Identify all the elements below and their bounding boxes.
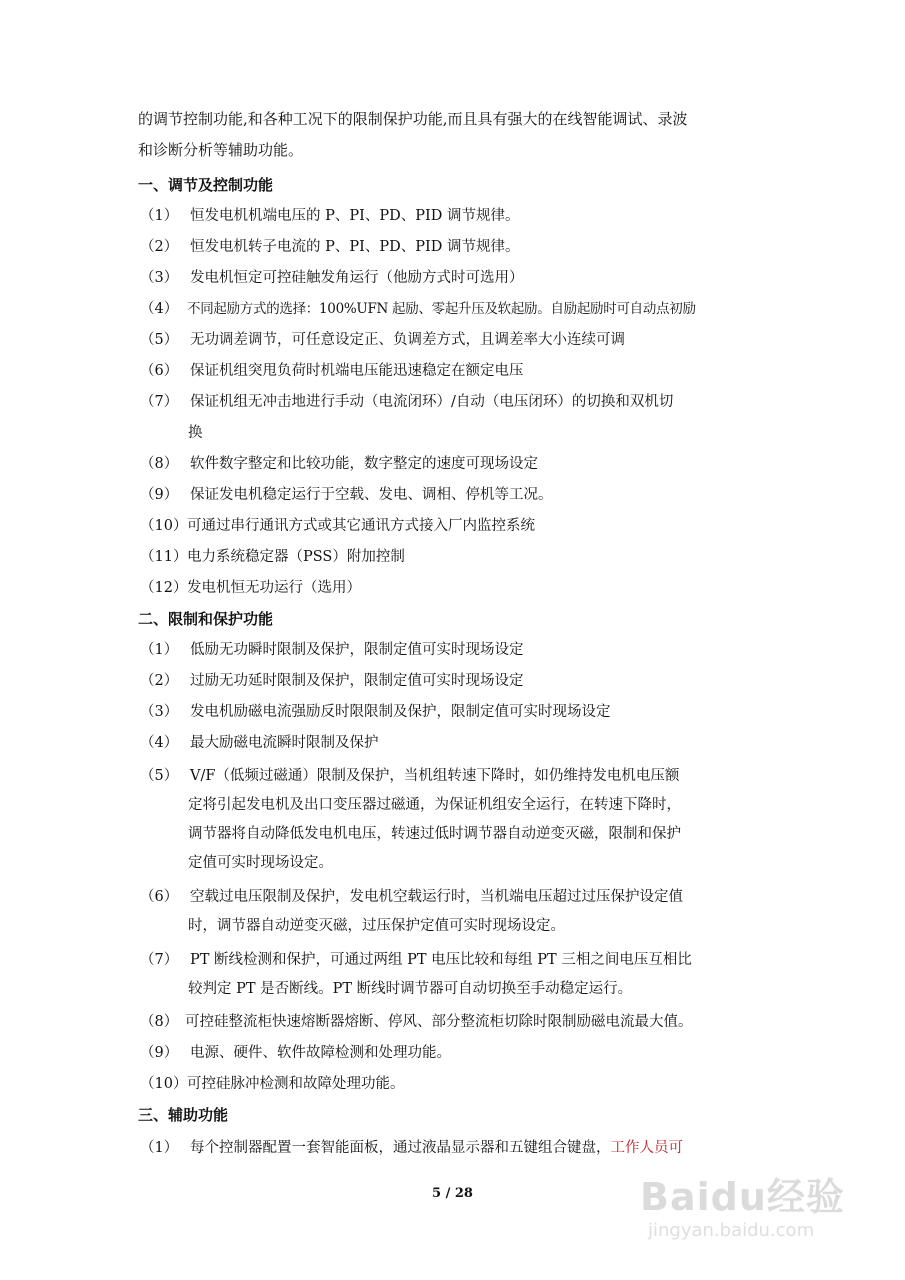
item-number: （11） (140, 549, 188, 565)
intro-paragraph (138, 104, 778, 166)
item-number: （6） (140, 363, 179, 379)
item-text: 保证机组突甩负荷时机端电压能迅速稳定在额定电压 (190, 363, 524, 379)
item-number: （10） (140, 518, 188, 534)
item-text: 发电机恒定可控硅触发角运行（他励方式时可选用） (190, 270, 524, 286)
section-heading-control: 一、调节及控制功能 (138, 176, 274, 194)
item-text-main: 每个控制器配置一套智能面板，通过液晶显示器和五键组合键盘， (190, 1140, 611, 1156)
item-number: （2） (140, 239, 179, 255)
item-text: 低励无功瞬时限制及保护，限制定值可实时现场设定 (190, 642, 524, 658)
item-continuation: 较判定 PT 是否断线。PT 断线时调节器可自动切换至手动稳定运行。 (188, 981, 633, 997)
item-text: 最大励磁电流瞬时限制及保护 (190, 735, 379, 751)
item-text: 过励无功延时限制及保护，限制定值可实时现场设定 (190, 673, 524, 689)
section-heading-protection: 二、限制和保护功能 (138, 610, 274, 628)
item-text: 电源、硬件、软件故障检测和处理功能。 (190, 1045, 451, 1061)
item-number: （9） (140, 487, 179, 503)
item-number: （5） (140, 332, 179, 348)
item-text: PT 断线检测和保护，可通过两组 PT 电压比较和每组 PT 三相之间电压互相比 (190, 952, 692, 968)
item-number: （3） (140, 270, 179, 286)
item-text: 保证机组无冲击地进行手动（电流闭环）/自动（电压闭环）的切换和双机切 (190, 394, 674, 410)
baidu-watermark (640, 1166, 870, 1266)
item-number: （4） (140, 735, 179, 751)
item-number: （5） (140, 768, 179, 784)
item-text: 发电机励磁电流强励反时限限制及保护，限制定值可实时现场设定 (190, 704, 611, 720)
item-text (190, 1137, 795, 1159)
item-number: （4） (140, 301, 179, 317)
item-number: （9） (140, 1045, 179, 1061)
item-number: （1） (140, 1140, 179, 1156)
watermark-url: jingyan.baidu.com (648, 1220, 815, 1241)
item-number: （8） (140, 1014, 179, 1030)
intro-line-1: 的调节控制功能,和各种工况下的限制保护功能,而且具有强大的在线智能调试、录波 (138, 110, 688, 128)
item-number: （1） (140, 208, 179, 224)
item-number: （6） (140, 889, 179, 905)
item-text: 恒发电机转子电流的 P、PI、PD、PID 调节规律。 (190, 239, 520, 255)
item-number: （12） (140, 580, 188, 596)
item-text: 可通过串行通讯方式或其它通讯方式接入厂内监控系统 (187, 518, 535, 534)
item-text: 电力系统稳定器（PSS）附加控制 (187, 549, 405, 565)
item-text: 发电机恒无功运行（选用） (187, 580, 361, 596)
item-number: （7） (140, 394, 179, 410)
item-continuation: 定将引起发电机及出口变压器过磁通，为保证机组安全运行，在转速下降时， (188, 797, 681, 813)
item-number: （7） (140, 952, 179, 968)
item-continuation: 调节器将自动降低发电机电压，转速过低时调节器自动逆变灭磁，限制和保护 (188, 826, 681, 842)
highlight-text: 工作人员可 (610, 1140, 683, 1156)
item-text: V/F（低频过磁通）限制及保护，当机组转速下降时，如仍维持发电机电压额 (190, 768, 680, 784)
item-number: （3） (140, 704, 179, 720)
item-continuation: 时，调节器自动逆变灭磁，过压保护定值可实时现场设定。 (188, 918, 565, 934)
item-text: 空载过电压限制及保护，发电机空载运行时，当机端电压超过过压保护设定值 (190, 889, 683, 905)
item-number: （1） (140, 642, 179, 658)
item-text: 保证发电机稳定运行于空载、发电、调相、停机等工况。 (190, 487, 553, 503)
intro-line-2: 和诊断分析等辅助功能。 (138, 141, 304, 159)
item-continuation: 换 (188, 425, 203, 441)
item-text: 不同起励方式的选择：100%UFN 起励、零起升压及软起励。自励起励时可自动点初励 (187, 301, 696, 317)
item-text: 可控硅整流柜快速熔断器熔断、停风、部分整流柜切除时限制励磁电流最大值。 (185, 1014, 693, 1030)
item-continuation: 定值可实时现场设定。 (188, 855, 333, 871)
watermark-logo: Baidu经验 (640, 1175, 845, 1219)
item-text: 可控硅脉冲检测和故障处理功能。 (187, 1076, 405, 1092)
item-text: 恒发电机机端电压的 P、PI、PD、PID 调节规律。 (190, 208, 520, 224)
item-number: （2） (140, 673, 179, 689)
item-number: （10） (140, 1076, 188, 1092)
item-number: （8） (140, 456, 179, 472)
item-text: 无功调差调节，可任意设定正、负调差方式，且调差率大小连续可调 (190, 332, 625, 348)
item-text: 软件数字整定和比较功能，数字整定的速度可现场设定 (190, 456, 538, 472)
page-number: 5 / 28 (432, 1186, 473, 1201)
section-heading-auxiliary: 三、辅助功能 (138, 1106, 229, 1124)
